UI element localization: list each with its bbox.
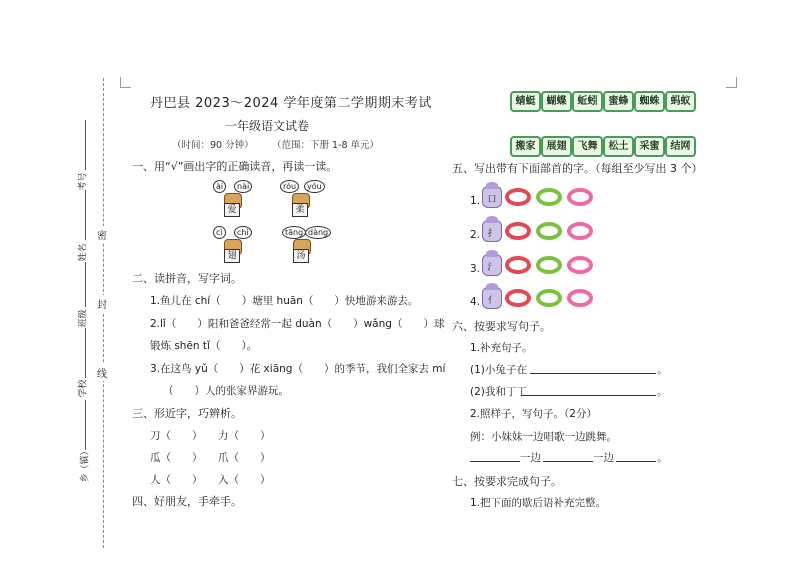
section2-q2b: 锻炼 shēn tǐ（ ）。: [150, 340, 258, 352]
exam-scope: （范围：下册 1-8 单元）: [272, 140, 380, 151]
section7-heading: 七、按要求完成句子。: [452, 475, 562, 488]
word-card-action[interactable]: 搬家: [510, 136, 541, 157]
pinyin-option[interactable]: ài: [213, 180, 226, 193]
pinyin-option[interactable]: róu: [280, 180, 299, 193]
radical-row-number: 2.: [470, 229, 481, 241]
label-exam-number: 考号: [78, 172, 89, 191]
exam-subtitle: 一年级语文试卷: [225, 119, 310, 133]
field-township[interactable]: [85, 400, 86, 450]
answer-ring[interactable]: [536, 256, 562, 274]
word-card-insect[interactable]: 蜻蜓: [510, 91, 541, 112]
section2-q1: 1.鱼儿在 chí（ ）塘里 huān（ ）快地游来游去。: [150, 295, 419, 307]
similar-char-right: 爪（ ）: [218, 452, 271, 464]
pinyin-option[interactable]: cì: [213, 226, 226, 239]
radical-row-number: 1.: [470, 195, 481, 207]
section2-q3b: （ ）人的张家界游玩。: [163, 385, 289, 397]
pinyin-option[interactable]: tāng: [282, 226, 306, 239]
pinyin-option[interactable]: yóu: [304, 180, 325, 193]
word-card-action[interactable]: 松土: [603, 136, 634, 157]
section6-heading: 六、按要求写句子。: [452, 320, 551, 333]
radical-row-number: 3.: [470, 263, 481, 275]
hanzi-char: 翅: [224, 249, 240, 263]
seal-char-xian: 线: [97, 364, 107, 381]
field-school[interactable]: [85, 328, 86, 378]
seal-char-mi: 密: [97, 226, 107, 243]
corner-mark-top-left: [120, 77, 131, 88]
field-class[interactable]: [85, 262, 86, 307]
section1-heading: 一、用“√”画出字的正确读音，再读一读。: [132, 160, 338, 173]
field-name[interactable]: [85, 190, 86, 240]
answer-ring[interactable]: [505, 188, 531, 206]
answer-ring[interactable]: [567, 222, 593, 240]
word-card-action[interactable]: 飞舞: [572, 136, 603, 157]
pinyin-option[interactable]: nài: [234, 180, 252, 193]
period: 。: [657, 364, 668, 376]
answer-ring[interactable]: [567, 289, 593, 307]
answer-line[interactable]: [522, 395, 656, 396]
answer-line[interactable]: [470, 461, 520, 462]
answer-ring[interactable]: [536, 222, 562, 240]
binding-dashed-line: [103, 78, 104, 548]
pinyin-option[interactable]: chì: [234, 226, 252, 239]
answer-ring[interactable]: [505, 256, 531, 274]
yibian-word: 一边: [520, 452, 541, 464]
section6-q1: 1.补充句子。: [470, 342, 533, 354]
section4-heading: 四、好朋友，手牵手。: [132, 495, 242, 508]
answer-ring[interactable]: [567, 256, 593, 274]
section2-q3a: 3.在这鸟 yǔ（ ）花 xiāng（ ）的季节，我们全家去 mí: [150, 363, 446, 375]
similar-char-left: 瓜（ ）: [150, 452, 203, 464]
section6-q2: 2.照样子，写句子。（2分）: [470, 408, 597, 420]
answer-line[interactable]: [530, 373, 656, 374]
radical-row-number: 4.: [470, 296, 481, 308]
word-card-insect[interactable]: 蚯蚓: [572, 91, 603, 112]
word-card-insect[interactable]: 蜘蛛: [634, 91, 665, 112]
hanzi-char: 爱: [224, 203, 240, 217]
hanzi-char: 柔: [292, 203, 308, 217]
label-name: 姓名: [78, 243, 89, 262]
radical-box: 氵: [482, 254, 502, 276]
word-card-insect[interactable]: 蜜蜂: [603, 91, 634, 112]
period: 。: [657, 452, 668, 464]
section3-heading: 三、形近字，巧辨析。: [132, 407, 242, 420]
period: 。: [657, 386, 668, 398]
radical-box: 亻: [482, 287, 502, 309]
hanzi-char: 汤: [293, 249, 309, 263]
label-township: 乡（镇）: [80, 446, 91, 483]
section6-example: 例：小妹妹一边唱歌一边跳舞。: [470, 431, 617, 443]
section6-q1b: (2)我和丁丁: [470, 386, 527, 398]
section6-q1a: (1)小兔子在: [470, 364, 527, 376]
word-card-insect[interactable]: 蚂蚁: [665, 91, 696, 112]
similar-char-right: 入（ ）: [218, 474, 271, 486]
word-card-action[interactable]: 采蜜: [634, 136, 665, 157]
section5-heading: 五、写出带有下面部首的字。（每组至少写出 3 个）: [452, 162, 703, 175]
answer-ring[interactable]: [536, 289, 562, 307]
section2-q2a: 2.lǐ（ ）阳和爸爸经常一起 duàn（ ）wǎng（ ）球: [150, 318, 445, 330]
answer-ring[interactable]: [567, 188, 593, 206]
corner-mark-top-right: [726, 77, 737, 88]
word-card-action[interactable]: 结网: [665, 136, 696, 157]
answer-line[interactable]: [616, 461, 656, 462]
radical-box: 口: [482, 186, 502, 208]
word-card-insect[interactable]: 蝴蝶: [541, 91, 572, 112]
word-card-action[interactable]: 展翅: [541, 136, 572, 157]
pinyin-option[interactable]: dàng: [305, 226, 331, 239]
yibian-word: 一边: [593, 452, 614, 464]
section7-q1: 1.把下面的歇后语补充完整。: [470, 497, 607, 509]
similar-char-left: 人（ ）: [150, 474, 203, 486]
answer-ring[interactable]: [536, 188, 562, 206]
field-exam-number[interactable]: [85, 120, 86, 170]
answer-ring[interactable]: [505, 289, 531, 307]
answer-line[interactable]: [543, 461, 593, 462]
radical-box: 扌: [482, 220, 502, 242]
answer-ring[interactable]: [505, 222, 531, 240]
section2-heading: 二、读拼音，写字词。: [132, 272, 242, 285]
exam-title: 丹巴县 2023～2024 学年度第二学期期末考试: [150, 96, 432, 111]
exam-time: （时间：90 分钟）: [172, 140, 254, 151]
label-school: 学校: [78, 379, 89, 398]
seal-char-feng: 封: [97, 295, 107, 312]
label-class: 班级: [78, 309, 89, 328]
similar-char-right: 力（ ）: [218, 430, 271, 442]
similar-char-left: 刀（ ）: [150, 430, 203, 442]
